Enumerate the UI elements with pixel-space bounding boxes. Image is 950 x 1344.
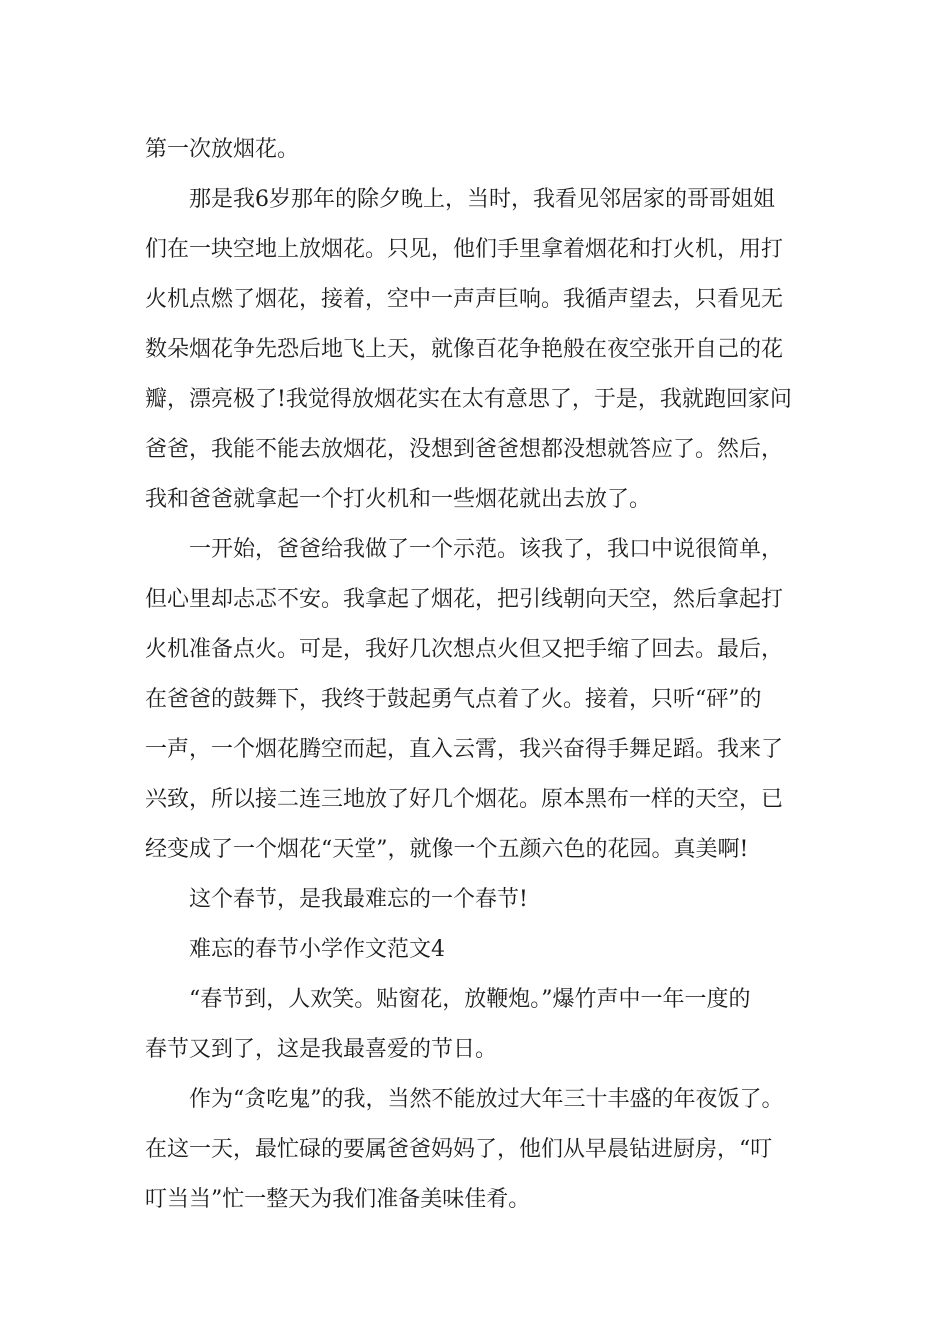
text-line: 爸爸，我能不能去放烟花，没想到爸爸想都没想就答应了。然后， <box>145 437 784 462</box>
text-line: 春节又到了，这是我最喜爱的节日。 <box>145 1037 498 1062</box>
text-line: 在爸爸的鼓舞下，我终于鼓起勇气点着了火。接着，只听“砰”的 <box>145 687 762 712</box>
text-line: 一开始，爸爸给我做了一个示范。该我了，我口中说很简单， <box>189 537 784 562</box>
text-line: 们在一块空地上放烟花。只见，他们手里拿着烟花和打火机，用打 <box>145 237 784 262</box>
text-line: 那是我6岁那年的除夕晚上，当时，我看见邻居家的哥哥姐姐 <box>189 187 775 212</box>
text-line: 叮当当”忙一整天为我们准备美味佳肴。 <box>145 1187 531 1212</box>
text-line: 第一次放烟花。 <box>145 137 300 162</box>
text-line: 经变成了一个烟花“天堂”，就像一个五颜六色的花园。真美啊! <box>145 837 749 862</box>
text-line: “春节到，人欢笑。贴窗花，放鞭炮。”爆竹声中一年一度的 <box>189 987 751 1012</box>
text-line: 瓣，漂亮极了!我觉得放烟花实在太有意思了，于是，我就跑回家问 <box>145 387 792 412</box>
text-line: 作为“贪吃鬼”的我，当然不能放过大年三十丰盛的年夜饭了。 <box>189 1087 784 1112</box>
text-line: 火机准备点火。可是，我好几次想点火但又把手缩了回去。最后， <box>145 637 784 662</box>
text-line: 一声，一个烟花腾空而起，直入云霄，我兴奋得手舞足蹈。我来了 <box>145 737 784 762</box>
text-line: 但心里却忐忑不安。我拿起了烟花，把引线朝向天空，然后拿起打 <box>145 587 784 612</box>
text-line: 在这一天，最忙碌的要属爸爸妈妈了，他们从早晨钻进厨房，“叮 <box>145 1137 773 1162</box>
text-line: 这个春节，是我最难忘的一个春节! <box>189 887 528 912</box>
text-line: 兴致，所以接二连三地放了好几个烟花。原本黑布一样的天空，已 <box>145 787 784 812</box>
text-line: 火机点燃了烟花，接着，空中一声声巨响。我循声望去，只看见无 <box>145 287 784 312</box>
text-line: 数朵烟花争先恐后地飞上天，就像百花争艳般在夜空张开自己的花 <box>145 337 784 362</box>
text-line: 我和爸爸就拿起一个打火机和一些烟花就出去放了。 <box>145 487 652 512</box>
section-heading: 难忘的春节小学作文范文4 <box>189 937 445 962</box>
